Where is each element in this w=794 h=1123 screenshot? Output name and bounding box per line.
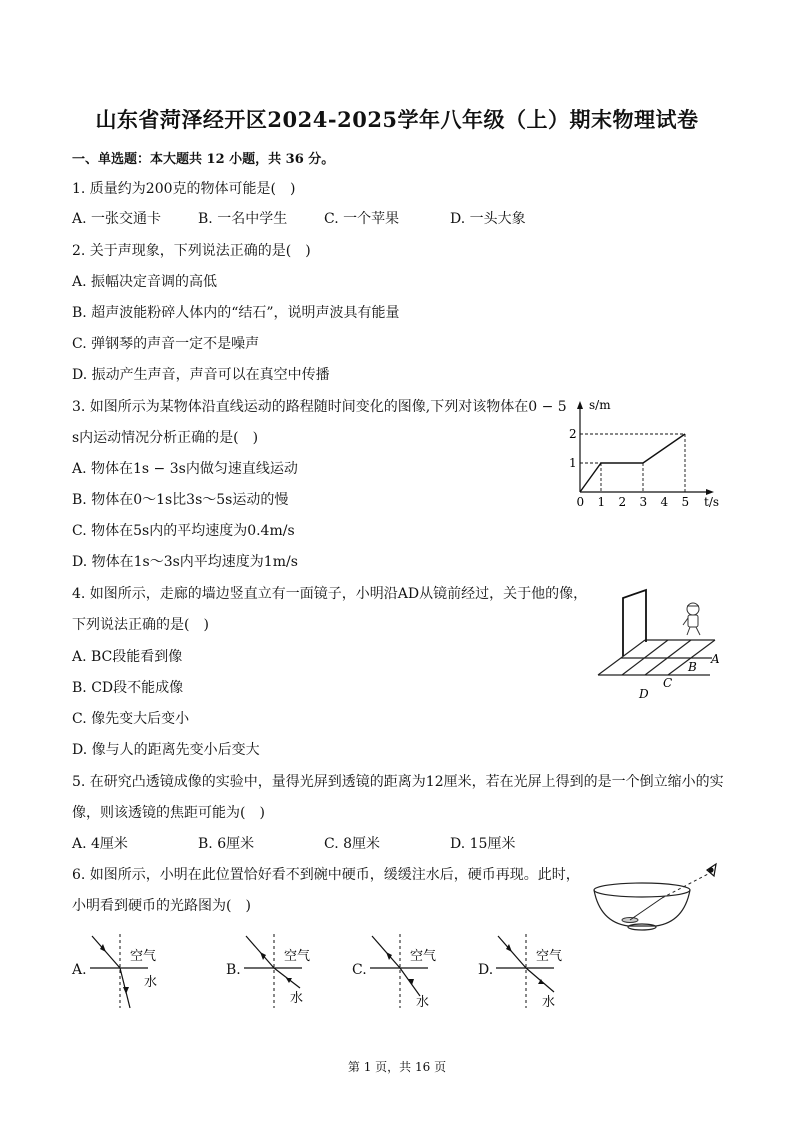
q1-option-a[interactable]: A. 一张交通卡 [72, 211, 162, 227]
q5-option-c[interactable]: C. 8厘米 [324, 836, 381, 852]
x-tick-label: 3 [639, 495, 648, 509]
y-tick-label: 1 [569, 456, 577, 470]
q5-stem-line1: 5. 在研究凸透镜成像的实验中，量得光屏到透镜的距离为12厘米，若在光屏上得到的是一个倒立缩小的实 [72, 774, 724, 790]
water-label: 水 [290, 991, 304, 1006]
q1-option-d[interactable]: D. 一头大象 [450, 211, 526, 227]
q6-option-d-diagram[interactable] [492, 930, 572, 1012]
page-footer: 第 1 页，共 16 页 [347, 1060, 447, 1074]
q5-option-b[interactable]: B. 6厘米 [198, 836, 255, 852]
y-axis-arrow [577, 401, 583, 409]
q2-option-c[interactable]: C. 弹钢琴的声音一定不是噪声 [72, 336, 260, 352]
y-tick-label: 2 [569, 427, 577, 441]
q6-option-a-letter[interactable]: A. [72, 962, 87, 978]
water-label: 水 [542, 995, 556, 1010]
x-tick-label: 2 [618, 495, 627, 509]
water-label: 水 [416, 995, 430, 1010]
q5-option-a[interactable]: A. 4厘米 [72, 836, 128, 852]
q4-option-c[interactable]: C. 像先变大后变小 [72, 711, 190, 727]
air-label: 空气 [284, 949, 311, 964]
bowl-coin-figure [590, 858, 725, 938]
x-axis-label: t/s [704, 495, 720, 509]
q4-stem-line2: 下列说法正确的是( ) [72, 617, 209, 633]
water-label: 水 [144, 975, 158, 990]
x-tick-label: 4 [660, 495, 669, 509]
q3-stem-line1: 3. 如图所示为某物体沿直线运动的路程随时间变化的图像,下列对该物体在0 − 5 [72, 399, 567, 415]
q1-option-c[interactable]: C. 一个苹果 [324, 211, 400, 227]
q3-option-a[interactable]: A. 物体在1s − 3s内做匀速直线运动 [72, 461, 298, 477]
person-icon [683, 603, 700, 635]
x-tick-label: 1 [597, 495, 606, 509]
q6-stem-line2: 小明看到硬币的光路图为( ) [72, 898, 251, 914]
q3-stem-line2: s内运动情况分析正确的是( ) [72, 430, 259, 446]
q6-option-a-diagram[interactable] [86, 930, 166, 1012]
q4-stem-line1: 4. 如图所示，走廊的墙边竖直立有一面镜子，小明沿AD从镜前经过，关于他的像， [72, 586, 588, 602]
q6-option-b-diagram[interactable] [240, 930, 320, 1012]
section-heading: 一、单选题：本大题共 12 小题，共 36 分。 [72, 152, 335, 167]
q2-option-b[interactable]: B. 超声波能粉碎人体内的“结石”，说明声波具有能量 [72, 305, 400, 321]
page-title: 山东省菏泽经开区2024-2025学年八年级（上）期末物理试卷 [95, 107, 699, 132]
q5-options [72, 833, 576, 853]
distance-time-chart [560, 395, 730, 515]
q4-option-b[interactable]: B. CD段不能成像 [72, 680, 184, 696]
q5-stem-line2: 像，则该透镜的焦距可能为( ) [72, 805, 265, 821]
air-label: 空气 [536, 949, 563, 964]
x-tick-label: 5 [681, 495, 690, 509]
q2-option-d[interactable]: D. 振动产生声音，声音可以在真空中传播 [72, 367, 330, 383]
q3-option-c[interactable]: C. 物体在5s内的平均速度为0.4m/s [72, 523, 295, 539]
q2-option-a[interactable]: A. 振幅决定音调的高低 [72, 274, 218, 290]
q1-option-b[interactable]: B. 一名中学生 [198, 211, 288, 227]
x-tick-label: 0 [576, 495, 585, 509]
q6-option-c-letter[interactable]: C. [352, 962, 367, 978]
q6-option-b-letter[interactable]: B. [226, 962, 241, 978]
mirror-corridor-figure [590, 580, 730, 705]
q6-option-d-letter[interactable]: D. [478, 962, 494, 978]
q3-option-d[interactable]: D. 物体在1s～3s内平均速度为1m/s [72, 554, 298, 570]
label-a: A [711, 652, 720, 666]
label-b: B [688, 660, 697, 674]
air-label: 空气 [410, 949, 437, 964]
q3-option-b[interactable]: B. 物体在0～1s比3s～5s运动的慢 [72, 492, 289, 508]
air-label: 空气 [130, 949, 157, 964]
q5-option-d[interactable]: D. 15厘米 [450, 836, 516, 852]
q6-stem-line1: 6. 如图所示，小明在此位置恰好看不到碗中硬币，缓缓注水后，硬币再现。此时， [72, 867, 580, 883]
label-c: C [663, 676, 673, 690]
eye-icon [707, 864, 716, 876]
q4-option-d[interactable]: D. 像与人的距离先变小后变大 [72, 742, 260, 758]
bowl-icon [594, 883, 690, 930]
y-axis-label: s/m [589, 398, 611, 412]
mirror-icon [623, 590, 646, 656]
q2-stem: 2. 关于声现象，下列说法正确的是( ) [72, 243, 311, 259]
q1-stem: 1. 质量约为200克的物体可能是( ) [72, 181, 296, 197]
q6-option-c-diagram[interactable] [366, 930, 446, 1012]
q4-option-a[interactable]: A. BC段能看到像 [72, 649, 183, 665]
q1-options [72, 208, 576, 228]
label-d: D [639, 687, 649, 701]
